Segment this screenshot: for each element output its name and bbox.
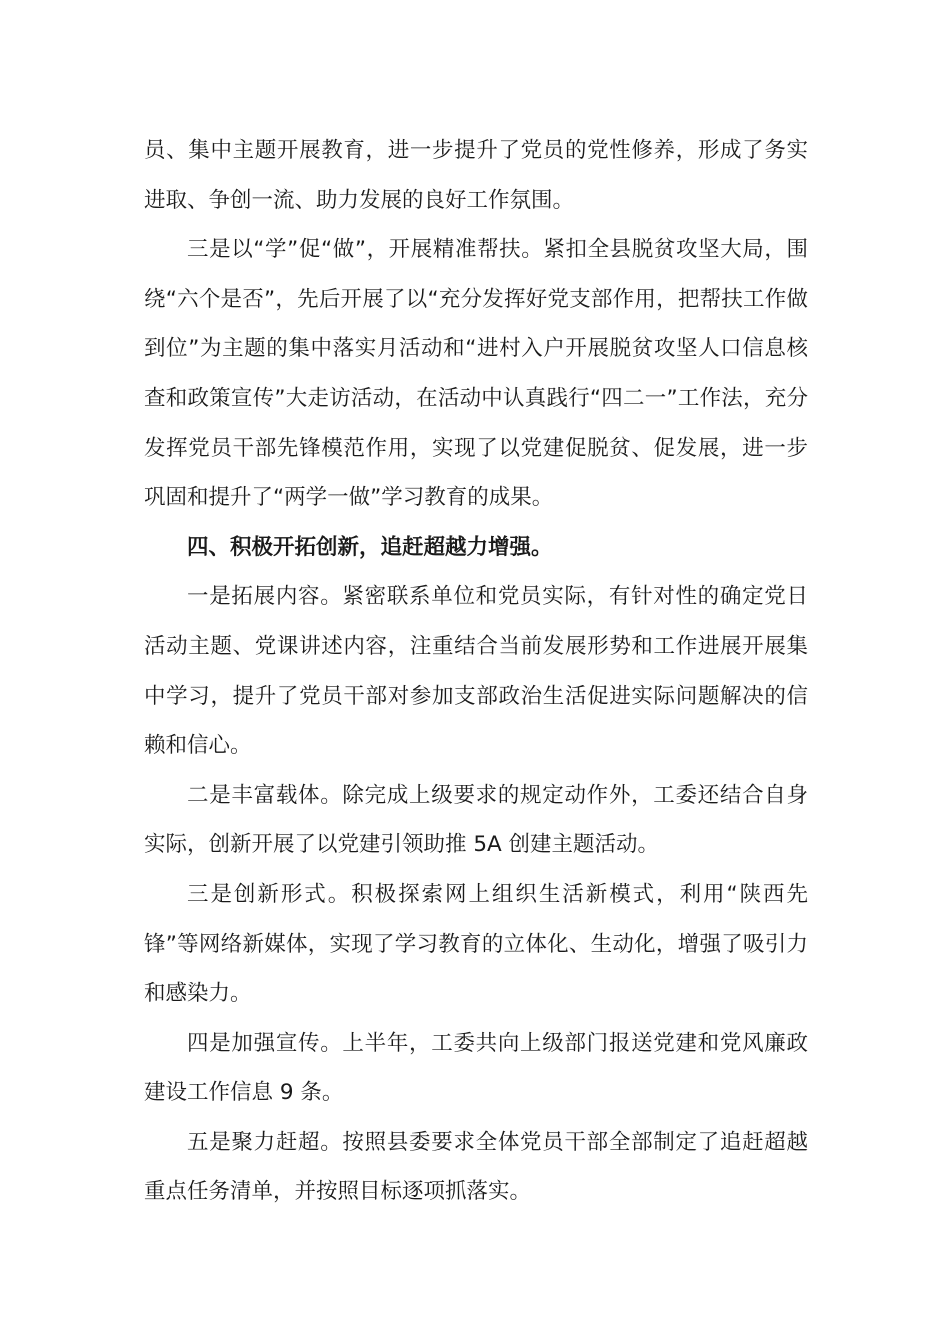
paragraph-catch-up: 五是聚力赶超。按照县委要求全体党员干部全部制定了追赶超越重点任务清单，并按照目标逐项抓落实。 xyxy=(144,1129,808,1205)
section-heading-innovation: 四、积极开拓创新，追赶超越力增强。 xyxy=(187,534,553,560)
paragraph-enrich-carriers: 二是丰富载体。除完成上级要求的规定动作外，工委还结合自身实际，创新开展了以党建引领助推 5A 创建主题活动。 xyxy=(144,782,808,858)
document-page xyxy=(144,126,808,1217)
paragraph-innovate-forms: 三是创新形式。积极探索网上组织生活新模式，利用“陕西先锋”等网络新媒体，实现了学习教育的立体化、生动化，增强了吸引力和感染力。 xyxy=(144,881,808,1007)
paragraph-expand-content: 一是拓展内容。紧密联系单位和党员实际，有针对性的确定党日活动主题、党课讲述内容，注重结合当前发展形势和工作进展开展集中学习，提升了党员干部对参加支部政治生活促进实际问题解决的信赖和信心。 xyxy=(144,584,808,759)
paragraph-precision-assistance: 三是以“学”促“做”，开展精准帮扶。紧扣全县脱贫攻坚大局，围绕“六个是否”，先后开展了以“充分发挥好党支部作用，把帮扶工作做到位”为主题的集中落实月活动和“进村入户开展脱贫攻坚人口信息核查和政策宣传”大走访活动，在活动中认真践行“四二一”工作法，充分发挥党员干部先锋模范作用，实现了以党建促脱贫、促发展，进一步巩固和提升了“两学一做”学习教育的成果。 xyxy=(144,237,808,511)
paragraph-continuation: 员、集中主题开展教育，进一步提升了党员的党性修养，形成了务实进取、争创一流、助力发展的良好工作氛围。 xyxy=(144,138,808,213)
paragraph-publicity: 四是加强宣传。上半年，工委共向上级部门报送党建和党风廉政建设工作信息 9 条。 xyxy=(144,1030,808,1106)
